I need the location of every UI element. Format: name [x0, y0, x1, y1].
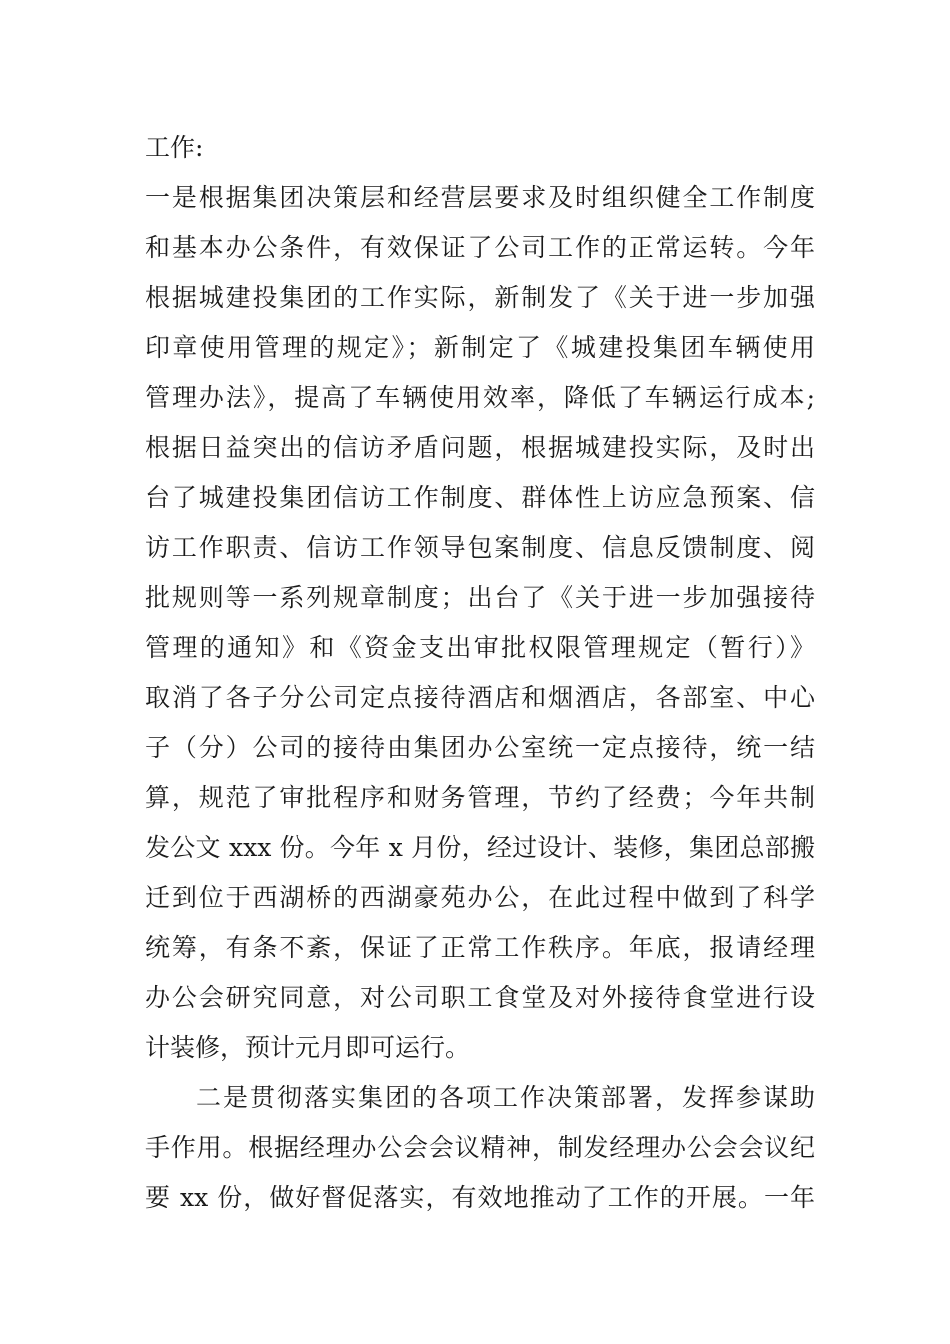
text-line-1: 工作: — [145, 133, 204, 162]
text-line-16: 迁到位于西湖桥的西湖豪苑办公，在此过程中做到了科学 — [145, 883, 815, 912]
text-line-21: 手作用。根据经理办公会会议精神，制发经理办公会会议纪 — [145, 1133, 815, 1162]
text-line-3: 和基本办公条件，有效保证了公司工作的正常运转。今年 — [145, 233, 815, 262]
text-line-17: 统筹，有条不紊，保证了正常工作秩序。年底，报请经理 — [145, 933, 815, 962]
text-line-2: 一是根据集团决策层和经营层要求及时组织健全工作制度 — [145, 183, 815, 212]
text-line-4: 根据城建投集团的工作实际，新制发了《关于进一步加强 — [145, 283, 815, 312]
text-line-13: 子（分）公司的接待由集团办公室统一定点接待，统一结 — [145, 733, 815, 762]
text-line-7: 根据日益突出的信访矛盾问题，根据城建投实际，及时出 — [145, 433, 815, 462]
text-line-8: 台了城建投集团信访工作制度、群体性上访应急预案、信 — [145, 483, 815, 512]
text-line-11: 管理的通知》和《资金支出审批权限管理规定（暂行）》 — [145, 633, 815, 662]
text-line-14: 算，规范了审批程序和财务管理，节约了经费；今年共制 — [145, 783, 815, 812]
text-line-20: 二是贯彻落实集团的各项工作决策部署，发挥参谋助 — [196, 1083, 815, 1112]
text-line-9: 访工作职责、信访工作领导包案制度、信息反馈制度、阅 — [145, 533, 815, 562]
text-line-19: 计装修，预计元月即可运行。 — [145, 1033, 471, 1062]
text-line-6: 管理办法》，提高了车辆使用效率，降低了车辆运行成本; — [145, 383, 815, 412]
text-line-12: 取消了各子分公司定点接待酒店和烟酒店，各部室、中心 — [145, 683, 815, 712]
text-line-10: 批规则等一系列规章制度；出台了《关于进一步加强接待 — [145, 583, 815, 612]
text-line-5: 印章使用管理的规定》；新制定了《城建投集团车辆使用 — [145, 333, 815, 362]
text-line-22: 要 xx 份，做好督促落实，有效地推动了工作的开展。一年 — [145, 1183, 815, 1212]
text-line-18: 办公会研究同意，对公司职工食堂及对外接待食堂进行设 — [145, 983, 815, 1012]
text-line-15: 发公文 xxx 份。今年 x 月份，经过设计、装修，集团总部搬 — [145, 833, 815, 862]
